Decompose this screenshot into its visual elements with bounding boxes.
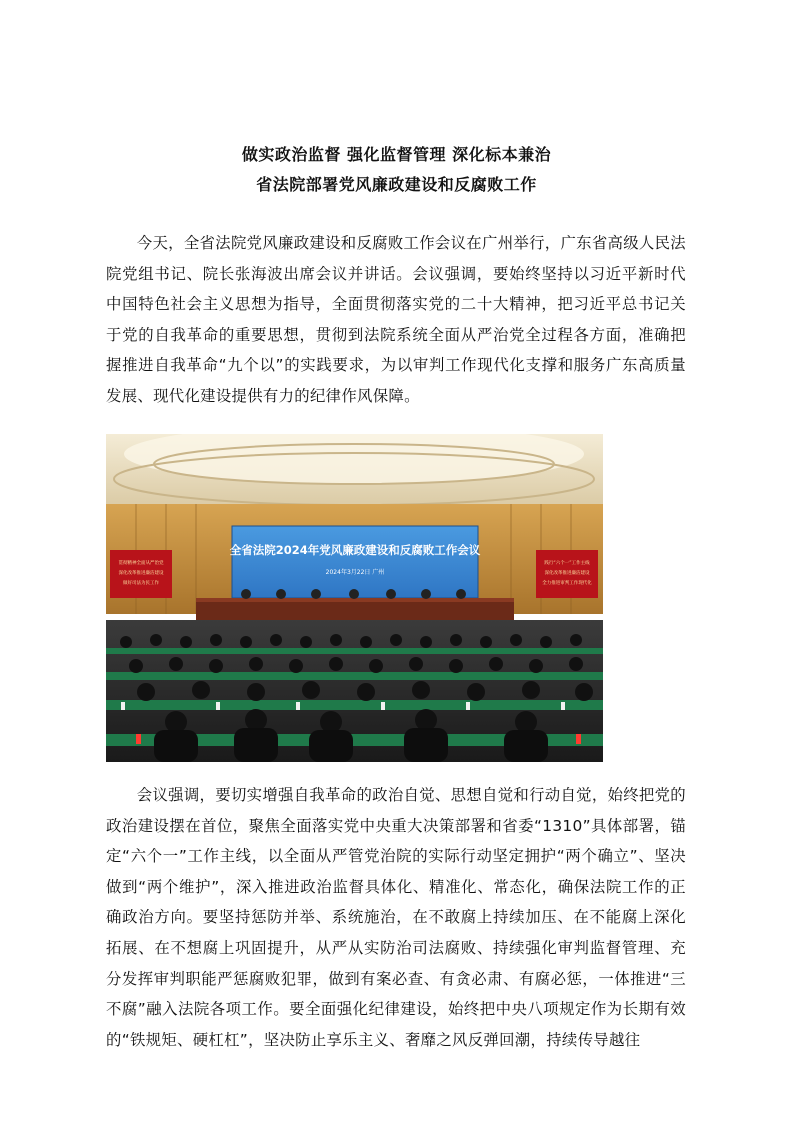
screen-subtitle: 2024年3月22日 广州 [325, 569, 385, 576]
title-line-1: 做实政治监督 强化监督管理 深化标本兼治 [241, 145, 552, 164]
svg-text:深化改革推进廉洁建设: 深化改革推进廉洁建设 [118, 571, 164, 576]
projection-screen [232, 526, 478, 598]
paragraph-1: 今天，全省法院党风廉政建设和反腐败工作会议在广州举行，广东省高级人民法院党组书记、院长张海波出席会议并讲话。会议强调，要始终坚持以习近平新时代中国特色社会主义思想为指导，全面贯彻落实党的二十大精神，把习近平总书记关于党的自我革命的重要思想，贯彻到法院系统全面从严治党全过程各方面，准确把握推进自我革命“九个以”的实践要求，为以审判工作现代化支撑和服务广东高质量发展、现代化建设提供有力的纪律作风保障。 [106, 234, 686, 405]
paragraph-2: 会议强调，要切实增强自我革命的政治自觉、思想自觉和行动自觉，始终把党的政治建设摆在首位，聚焦全面落实党中央重大决策部署和省委“1310”具体部署，锚定“六个一”工作主线，以全面从严管党治院的实际行动坚定拥护“两个确立”、坚决做到“两个维护”，深入推进政治监督具体化、精准化、常态化，确保法院工作的正确政治方向。要坚持惩防并举、系统施治，在不敢腐上持续加压、在不能腐上深化拓展、在不想腐上巩固提升，从严从实防治司法腐败、持续强化审判监督管理、充分发挥审判职能严惩腐败犯罪，做到有案必查、有贪必肃、有腐必惩，一体推进“三不腐”融入法院各项工作。要全面强化纪律建设，始终把中央八项规定作为长期有效的“铁规矩、硬杠杠”，坚决防止享乐主义、奢靡之风反弹回潮，持续传导越往 [106, 786, 686, 1049]
title-line-2: 省法院部署党风廉政建设和反腐败工作 [256, 175, 537, 194]
svg-text:践行“六个一”工作主线: 践行“六个一”工作主线 [544, 561, 590, 566]
svg-text:深化改革推进廉洁建设: 深化改革推进廉洁建设 [544, 571, 590, 576]
article-title [0, 140, 793, 200]
screen-title: 全省法院2024年党风廉政建设和反腐败工作会议 [229, 543, 481, 557]
svg-text:贯彻精神全面从严治党: 贯彻精神全面从严治党 [118, 561, 164, 566]
meeting-photo [106, 434, 603, 762]
svg-text:全力推进审判工作现代化: 全力推进审判工作现代化 [542, 581, 592, 586]
svg-text:做好司法为民工作: 做好司法为民工作 [123, 581, 159, 586]
